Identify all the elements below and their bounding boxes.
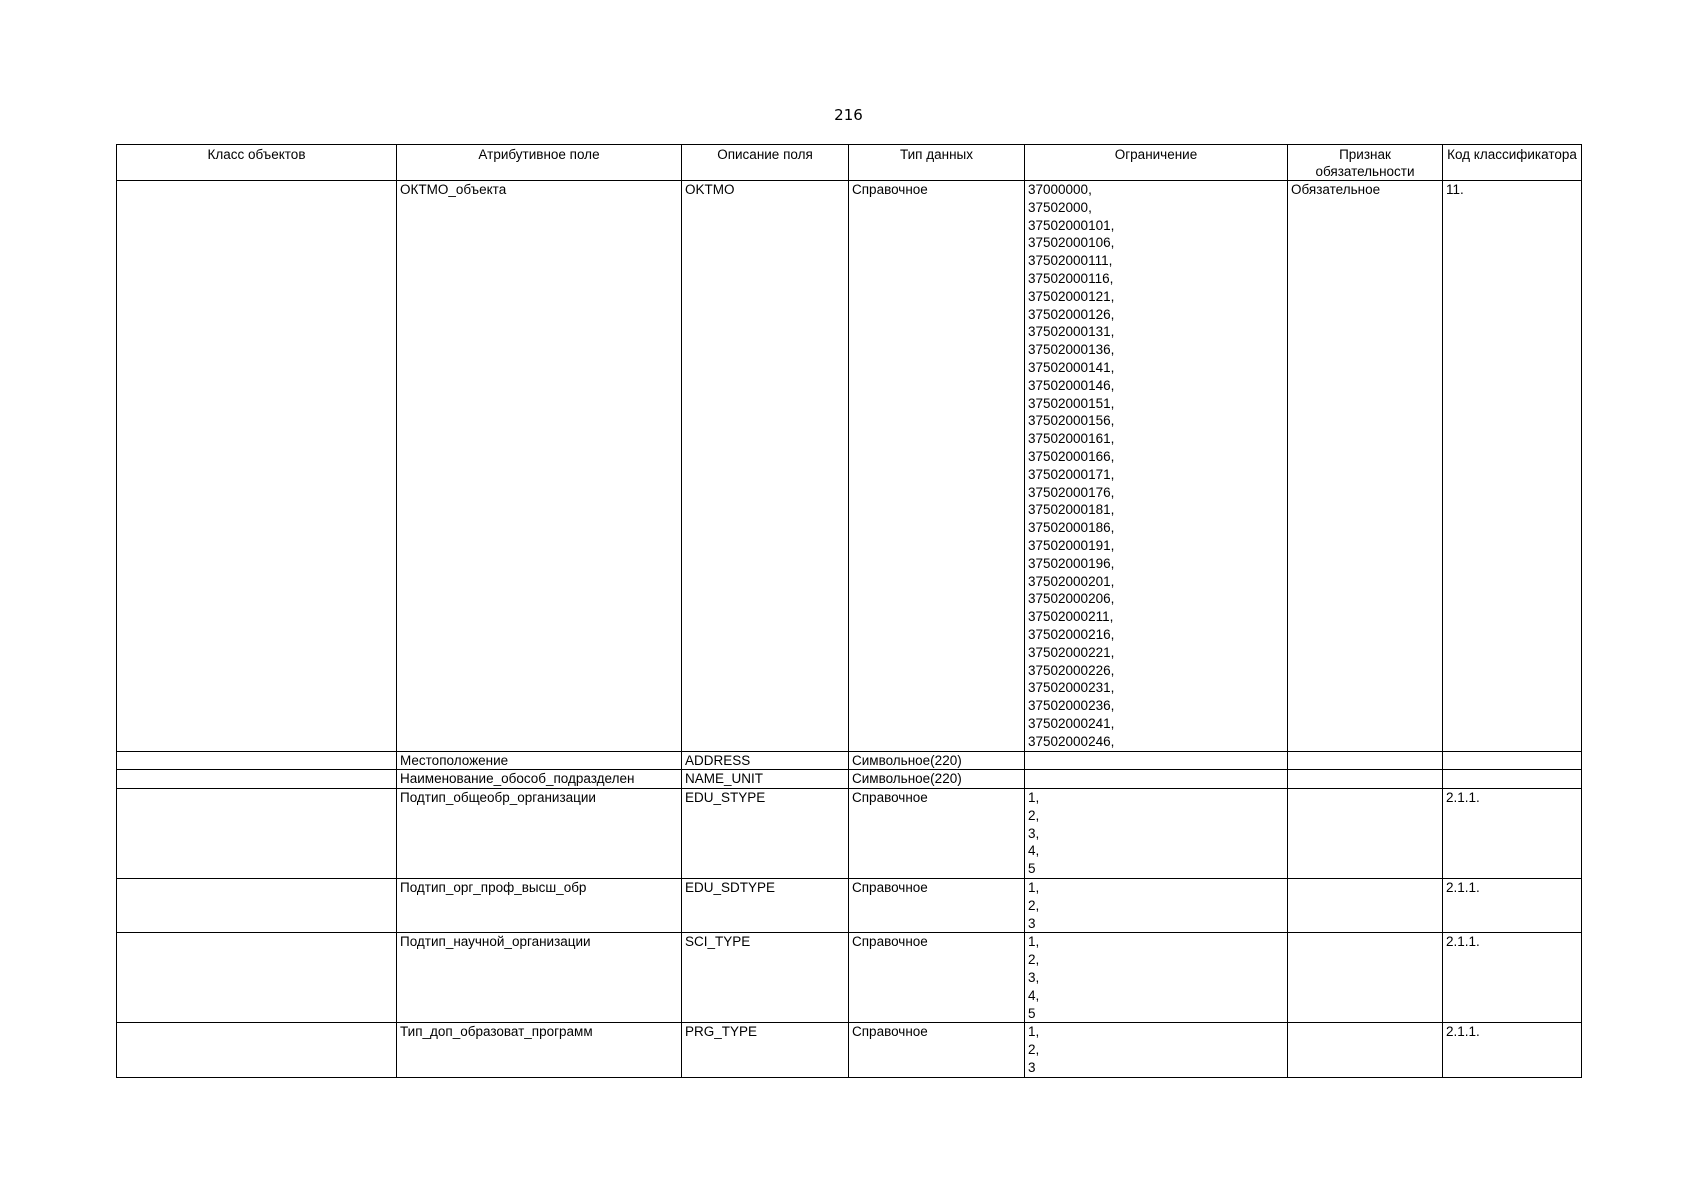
constraint-value: 37502000116,	[1028, 270, 1114, 286]
cell-classifier-code: 2.1.1.	[1443, 879, 1582, 933]
constraint-value: 1,	[1028, 790, 1040, 806]
cell-required-flag	[1288, 789, 1443, 879]
cell-required-flag: Обязательное	[1288, 181, 1443, 752]
constraint-value: 37502000141,	[1028, 359, 1115, 375]
constraint-value: 37502000226,	[1028, 662, 1115, 678]
constraint-value: 2,	[1028, 807, 1040, 823]
constraint-value: 37502000236,	[1028, 698, 1115, 714]
cell-classifier-code	[1443, 751, 1582, 770]
cell-object-class	[117, 879, 397, 933]
cell-required-flag	[1288, 770, 1443, 789]
cell-required-flag	[1288, 879, 1443, 933]
constraint-value: 4,	[1028, 987, 1040, 1003]
constraint-value: 3,	[1028, 970, 1040, 986]
header-field-description: Описание поля	[682, 145, 849, 181]
constraint-value: 37502000,	[1028, 199, 1092, 215]
constraint-value: 37502000231,	[1028, 680, 1115, 696]
constraint-value: 37502000156,	[1028, 413, 1115, 429]
table-row	[117, 770, 1582, 789]
cell-field-description: PRG_TYPE	[682, 1023, 849, 1077]
constraint-value: 37502000151,	[1028, 395, 1115, 411]
cell-constraint	[1025, 770, 1288, 789]
header-classifier-code: Код классификатора	[1443, 145, 1582, 181]
table-row	[117, 933, 1582, 1023]
cell-attribute-field: Подтип_общеобр_организации	[397, 789, 682, 879]
constraint-value: 37502000196,	[1028, 555, 1115, 571]
constraint-value: 2,	[1028, 897, 1040, 913]
constraint-value: 37502000121,	[1028, 288, 1115, 304]
constraint-value: 1,	[1028, 1024, 1040, 1040]
cell-data-type: Символьное(220)	[849, 751, 1025, 770]
cell-object-class	[117, 181, 397, 752]
constraint-value: 37502000216,	[1028, 626, 1115, 642]
constraint-value: 37502000181,	[1028, 502, 1115, 518]
constraint-value: 37502000131,	[1028, 324, 1115, 340]
cell-attribute-field: Подтип_орг_проф_высш_обр	[397, 879, 682, 933]
constraint-value: 37502000161,	[1028, 431, 1115, 447]
table-row	[117, 879, 1582, 933]
cell-data-type: Справочное	[849, 181, 1025, 752]
constraint-value: 4,	[1028, 843, 1040, 859]
page-number: 216	[834, 106, 863, 124]
constraint-value: 37502000111,	[1028, 253, 1113, 269]
cell-object-class	[117, 933, 397, 1023]
constraint-value: 37502000221,	[1028, 644, 1115, 660]
cell-attribute-field: Тип_доп_образоват_программ	[397, 1023, 682, 1077]
cell-attribute-field: Подтип_научной_организации	[397, 933, 682, 1023]
constraint-value	[1028, 752, 1284, 770]
cell-constraint	[1025, 933, 1288, 1023]
constraint-value: 37502000241,	[1028, 715, 1115, 731]
constraint-value: 37000000,	[1028, 182, 1092, 197]
constraint-value	[1028, 770, 1284, 788]
cell-attribute-field: ОКТМО_объекта	[397, 181, 682, 752]
cell-attribute-field: Наименование_обособ_подразделен	[397, 770, 682, 789]
constraint-value: 3	[1028, 915, 1036, 931]
cell-data-type: Справочное	[849, 1023, 1025, 1077]
constraint-value: 1,	[1028, 880, 1040, 896]
constraint-value: 37502000171,	[1028, 466, 1115, 482]
constraint-value: 37502000146,	[1028, 377, 1115, 393]
cell-constraint	[1025, 751, 1288, 770]
cell-constraint	[1025, 879, 1288, 933]
constraint-value: 37502000136,	[1028, 342, 1115, 358]
cell-field-description: SCI_TYPE	[682, 933, 849, 1023]
constraint-value: 1,	[1028, 934, 1040, 950]
cell-object-class	[117, 751, 397, 770]
constraint-value: 37502000106,	[1028, 235, 1115, 251]
constraint-value: 3	[1028, 1060, 1036, 1076]
cell-object-class	[117, 770, 397, 789]
cell-data-type: Справочное	[849, 933, 1025, 1023]
header-data-type: Тип данных	[849, 145, 1025, 181]
constraint-value: 37502000101,	[1028, 217, 1115, 233]
constraint-value: 5	[1028, 1005, 1036, 1021]
cell-constraint	[1025, 1023, 1288, 1077]
constraint-value: 37502000176,	[1028, 484, 1115, 500]
header-required-flag: Признак обязательности	[1288, 145, 1443, 181]
constraint-value: 2,	[1028, 1042, 1040, 1058]
header-object-class: Класс объектов	[117, 145, 397, 181]
constraint-value: 2,	[1028, 952, 1040, 968]
cell-classifier-code	[1443, 770, 1582, 789]
cell-constraint	[1025, 181, 1288, 752]
cell-field-description: NAME_UNIT	[682, 770, 849, 789]
constraint-value: 37502000246,	[1028, 733, 1115, 749]
constraint-value: 37502000186,	[1028, 520, 1115, 536]
constraint-value: 37502000126,	[1028, 306, 1115, 322]
table-body	[117, 181, 1582, 1078]
header-constraint: Ограничение	[1025, 145, 1288, 181]
cell-field-description: EDU_STYPE	[682, 789, 849, 879]
cell-constraint	[1025, 789, 1288, 879]
table-row	[117, 751, 1582, 770]
table-row	[117, 181, 1582, 752]
cell-classifier-code: 2.1.1.	[1443, 1023, 1582, 1077]
cell-attribute-field: Местоположение	[397, 751, 682, 770]
cell-data-type: Справочное	[849, 789, 1025, 879]
cell-classifier-code: 2.1.1.	[1443, 789, 1582, 879]
attribute-table	[116, 144, 1582, 1078]
constraint-value: 37502000191,	[1028, 537, 1115, 553]
cell-field-description: ADDRESS	[682, 751, 849, 770]
constraint-value: 37502000211,	[1028, 609, 1114, 625]
cell-required-flag	[1288, 751, 1443, 770]
cell-data-type: Символьное(220)	[849, 770, 1025, 789]
constraint-value: 37502000206,	[1028, 591, 1115, 607]
cell-required-flag	[1288, 1023, 1443, 1077]
cell-classifier-code: 11.	[1443, 181, 1582, 752]
table-header-row	[117, 145, 1582, 181]
cell-data-type: Справочное	[849, 879, 1025, 933]
cell-object-class	[117, 1023, 397, 1077]
constraint-value: 37502000166,	[1028, 448, 1115, 464]
table-row	[117, 1023, 1582, 1077]
constraint-value: 5	[1028, 861, 1036, 877]
cell-field-description: OKTMO	[682, 181, 849, 752]
cell-field-description: EDU_SDTYPE	[682, 879, 849, 933]
constraint-value: 37502000201,	[1028, 573, 1115, 589]
cell-required-flag	[1288, 933, 1443, 1023]
header-attribute-field: Атрибутивное поле	[397, 145, 682, 181]
table-row	[117, 789, 1582, 879]
constraint-value: 3,	[1028, 825, 1040, 841]
cell-classifier-code: 2.1.1.	[1443, 933, 1582, 1023]
cell-object-class	[117, 789, 397, 879]
